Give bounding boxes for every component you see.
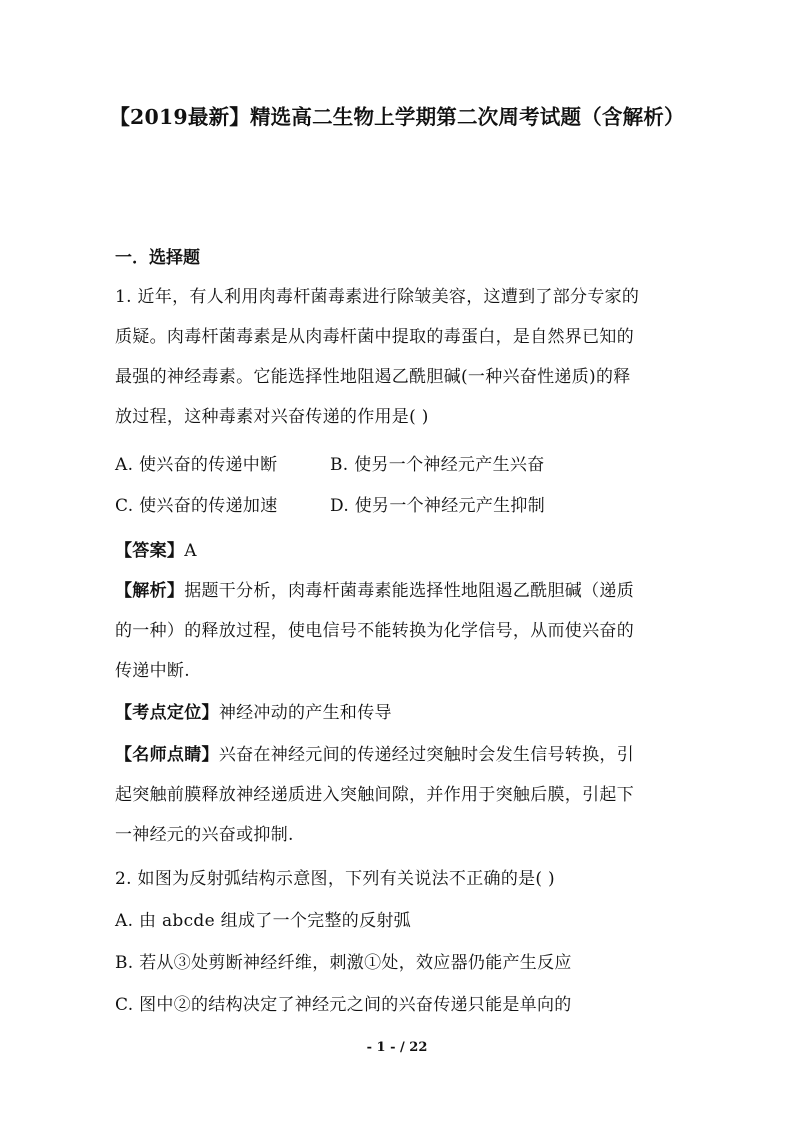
analysis-label: 【解析】 <box>115 581 185 601</box>
q1-stem-line-2: 质疑。肉毒杆菌毒素是从肉毒杆菌中提取的毒蛋白，是自然界已知的 <box>115 327 634 347</box>
q1-option-b: B. 使另一个神经元产生兴奋 <box>330 455 545 475</box>
q1-teacher-note-line-1 <box>115 740 634 765</box>
q2-stem: 2. 如图为反射弧结构示意图，下列有关说法不正确的是( ) <box>115 869 555 889</box>
q1-answer <box>115 536 197 561</box>
teacher-note-text: 兴奋在神经元间的传递经过突触时会发生信号转换，引 <box>218 745 635 765</box>
q1-option-a: A. 使兴奋的传递中断 <box>115 455 278 475</box>
answer-label: 【答案】 <box>115 541 185 561</box>
section-heading: 一．选择题 <box>115 248 200 268</box>
q1-knowledge-point <box>115 698 392 723</box>
answer-value: A <box>184 541 197 561</box>
q1-analysis-line-2: 的一种）的释放过程，使电信号不能转换为化学信号，从而使兴奋的 <box>115 621 634 641</box>
knowledge-point-label: 【考点定位】 <box>115 703 219 723</box>
teacher-note-label: 【名师点睛】 <box>115 745 219 765</box>
document-title: 【2019最新】精选高二生物上学期第二次周考试题（含解析） <box>109 105 685 129</box>
q1-teacher-note-line-2: 起突触前膜释放神经递质进入突触间隙，并作用于突触后膜，引起下 <box>115 785 634 805</box>
knowledge-point-text: 神经冲动的产生和传导 <box>218 703 392 723</box>
q1-analysis-line-3: 传递中断. <box>115 661 190 681</box>
q1-stem-line-3: 最强的神经毒素。它能选择性地阻遏乙酰胆碱(一种兴奋性递质)的释 <box>115 367 631 387</box>
q1-stem-line-1: 1. 近年，有人利用肉毒杆菌毒素进行除皱美容，这遭到了部分专家的 <box>115 287 640 307</box>
q1-teacher-note-line-3: 一神经元的兴奋或抑制. <box>115 825 294 845</box>
q1-analysis-line-1 <box>115 576 634 601</box>
q2-option-c: C. 图中②的结构决定了神经元之间的兴奋传递只能是单向的 <box>115 995 572 1015</box>
q1-option-d: D. 使另一个神经元产生抑制 <box>330 496 546 516</box>
q2-option-b: B. 若从③处剪断神经纤维，刺激①处，效应器仍能产生反应 <box>115 953 572 973</box>
q1-stem-line-4: 放过程，这种毒素对兴奋传递的作用是( ) <box>115 407 429 427</box>
analysis-text: 据题干分析，肉毒杆菌毒素能选择性地阻遏乙酰胆碱（递质 <box>184 581 635 601</box>
q2-option-a: A. 由 abcde 组成了一个完整的反射弧 <box>115 911 411 931</box>
page-number: - 1 - / 22 <box>366 1040 428 1055</box>
q1-option-c: C. 使兴奋的传递加速 <box>115 496 278 516</box>
